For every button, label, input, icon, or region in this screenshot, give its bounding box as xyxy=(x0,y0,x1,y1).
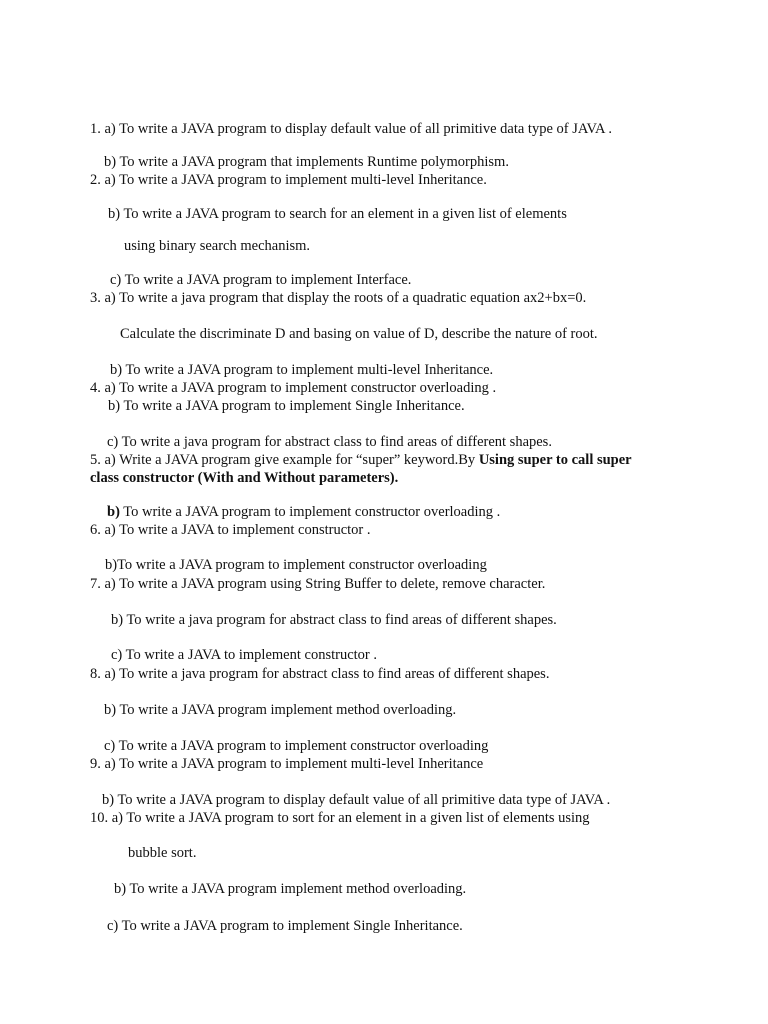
q5-a xyxy=(90,451,632,469)
q5-a-cont xyxy=(90,469,398,487)
q2-b: b) To write a JAVA program to search for an element in a given list of elements xyxy=(108,206,567,222)
q10-b: b) To write a JAVA program implement method overloading. xyxy=(114,881,467,897)
q4-a: 4. a) To write a JAVA program to implement constructor overloading . xyxy=(90,380,497,396)
q9-b: b) To write a JAVA program to display default value of all primitive data type of JAVA . xyxy=(102,792,611,808)
q3-a: 3. a) To write a java program that display the roots of a quadratic equation ax2+bx=0. xyxy=(90,290,587,306)
q5-b-text: To write a JAVA program to implement constructor overloading . xyxy=(119,504,501,520)
q4-c: c) To write a java program for abstract class to find areas of different shapes. xyxy=(107,434,552,450)
q6-b: b)To write a JAVA program to implement constructor overloading xyxy=(105,557,487,573)
q5-a-bold: Using super to call super xyxy=(478,452,632,468)
q2-c: c) To write a JAVA program to implement Interface. xyxy=(110,272,412,288)
q2-b-cont: using binary search mechanism. xyxy=(124,238,311,254)
q1-b: b) To write a JAVA program that implements Runtime polymorphism. xyxy=(104,154,509,170)
q7-c: c) To write a JAVA to implement constructor . xyxy=(111,647,377,663)
q6-a: 6. a) To write a JAVA to implement constructor . xyxy=(90,522,371,538)
q8-c: c) To write a JAVA program to implement constructor overloading xyxy=(104,738,489,754)
q8-b: b) To write a JAVA program implement method overloading. xyxy=(104,702,457,718)
q5-a-text: 5. a) Write a JAVA program give example for “super” keyword.By xyxy=(90,452,479,468)
q10-a: 10. a) To write a JAVA program to sort for an element in a given list of elements using xyxy=(90,810,590,826)
q8-a: 8. a) To write a java program for abstract class to find areas of different shapes. xyxy=(90,666,550,682)
q5-b-label: b) xyxy=(107,504,120,520)
q1-a: 1. a) To write a JAVA program to display default value of all primitive data type of JAVA . xyxy=(90,121,612,137)
q3-b: b) To write a JAVA program to implement multi-level Inheritance. xyxy=(110,362,494,378)
q4-b: b) To write a JAVA program to implement Single Inheritance. xyxy=(108,398,465,414)
q2-a: 2. a) To write a JAVA program to implement multi-level Inheritance. xyxy=(90,172,487,188)
q10-a-cont: bubble sort. xyxy=(128,845,197,861)
q7-b: b) To write a java program for abstract class to find areas of different shapes. xyxy=(111,612,557,628)
q10-c: c) To write a JAVA program to implement Single Inheritance. xyxy=(107,918,463,934)
q5-a-cont-bold: class constructor (With and Without parameters). xyxy=(90,470,399,486)
q9-a: 9. a) To write a JAVA program to implement multi-level Inheritance xyxy=(90,756,484,772)
q7-a: 7. a) To write a JAVA program using String Buffer to delete, remove character. xyxy=(90,576,546,592)
q3-a-cont: Calculate the discriminate D and basing on value of D, describe the nature of root. xyxy=(120,326,598,342)
q5-b xyxy=(107,503,500,521)
